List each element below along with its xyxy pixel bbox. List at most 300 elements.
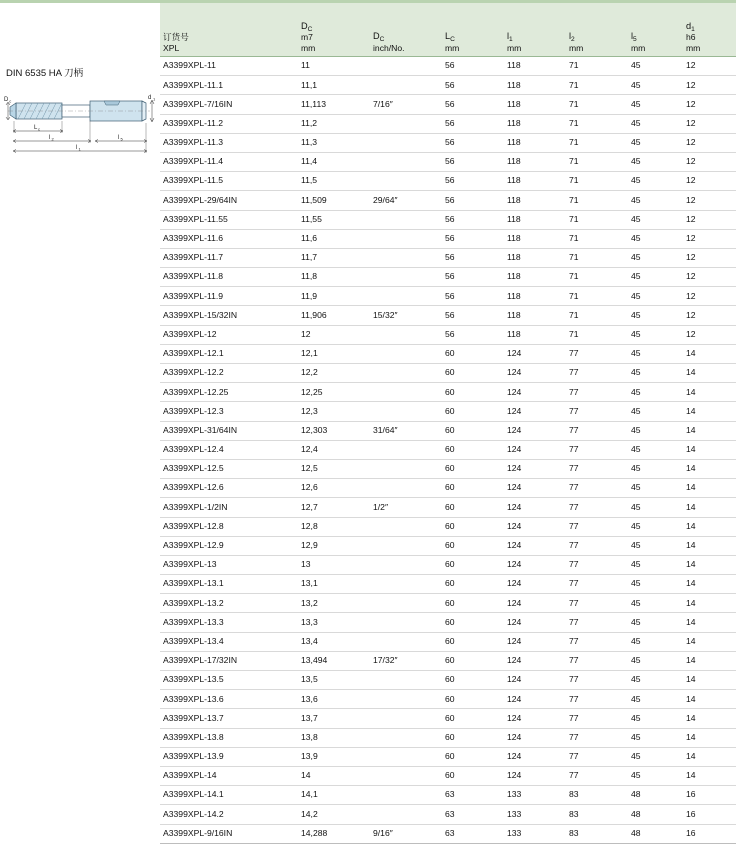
cell-dc-mm: 12,2: [298, 364, 370, 383]
svg-text:1: 1: [153, 96, 156, 102]
standard-label: DIN 6535 HA 刀柄: [6, 68, 84, 79]
table-header: [160, 2, 736, 57]
cell-dc-mm: 11: [298, 57, 370, 76]
cell-l2: 77: [566, 747, 628, 766]
dim-label-dc: D: [4, 97, 9, 103]
cell-dc-mm: 13,494: [298, 651, 370, 670]
cell-dc-inch: [370, 555, 442, 574]
svg-text:c: c: [38, 126, 40, 132]
cell-l5: 45: [628, 594, 683, 613]
cell-l2: 71: [566, 114, 628, 133]
header-l5-unit: mm: [631, 42, 646, 53]
table-body: [160, 57, 736, 844]
cell-l5: 45: [628, 766, 683, 785]
cell-dc-inch: [370, 459, 442, 478]
table-row[interactable]: [160, 632, 736, 651]
table-row[interactable]: [160, 651, 736, 670]
cell-l1: 118: [504, 172, 566, 191]
cell-l1: 124: [504, 594, 566, 613]
column-header-dc-mm: [298, 2, 370, 57]
svg-text:5: 5: [120, 136, 123, 142]
table-row[interactable]: [160, 114, 736, 133]
table-row[interactable]: [160, 459, 736, 478]
cell-l5: 45: [628, 152, 683, 171]
cell-l2: 77: [566, 613, 628, 632]
cell-dc-inch: [370, 709, 442, 728]
table-row[interactable]: [160, 690, 736, 709]
table-row[interactable]: [160, 402, 736, 421]
cell-dc-inch: 15/32″: [370, 306, 442, 325]
cell-l5: 45: [628, 575, 683, 594]
cell-l5: 45: [628, 95, 683, 114]
cell-lc: 60: [442, 421, 504, 440]
header-l5-symbol: $l_5$: [631, 31, 637, 44]
cell-l2: 71: [566, 287, 628, 306]
cell-l5: 45: [628, 632, 683, 651]
dim-label-l5: l: [118, 135, 120, 141]
cell-order-number: A3399XPL-12.6: [160, 479, 298, 498]
header-order-xpl: XPL: [163, 42, 180, 53]
cell-d1: 14: [683, 671, 736, 690]
table-row[interactable]: [160, 268, 736, 287]
dim-label-lc: L: [34, 125, 38, 131]
cell-d1: 12: [683, 325, 736, 344]
cell-l5: 45: [628, 133, 683, 152]
cell-order-number: A3399XPL-11: [160, 57, 298, 76]
cell-lc: 56: [442, 268, 504, 287]
cell-dc-mm: 11,1: [298, 76, 370, 95]
cell-d1: 14: [683, 690, 736, 709]
cell-dc-inch: [370, 594, 442, 613]
cell-dc-inch: [370, 344, 442, 363]
cell-l1: 124: [504, 383, 566, 402]
cell-order-number: A3399XPL-11.1: [160, 76, 298, 95]
table-row[interactable]: [160, 671, 736, 690]
table-row[interactable]: [160, 287, 736, 306]
cell-lc: 60: [442, 344, 504, 363]
header-lc-symbol: $L_C$: [445, 31, 455, 44]
table-row[interactable]: [160, 498, 736, 517]
table-row[interactable]: [160, 440, 736, 459]
cell-order-number: A3399XPL-17/32IN: [160, 651, 298, 670]
cell-dc-mm: 11,4: [298, 152, 370, 171]
cell-dc-inch: 31/64″: [370, 421, 442, 440]
cell-dc-mm: 13,1: [298, 575, 370, 594]
cell-l2: 71: [566, 172, 628, 191]
cell-l5: 45: [628, 671, 683, 690]
cell-dc-mm: 12,303: [298, 421, 370, 440]
cell-l2: 77: [566, 344, 628, 363]
column-header-l1: [504, 2, 566, 57]
cell-d1: 14: [683, 536, 736, 555]
cell-l5: 45: [628, 517, 683, 536]
cell-d1: 14: [683, 344, 736, 363]
cell-dc-inch: [370, 210, 442, 229]
cell-l1: 133: [504, 805, 566, 824]
cell-dc-inch: [370, 728, 442, 747]
cell-l5: 45: [628, 479, 683, 498]
table-row[interactable]: [160, 364, 736, 383]
cell-l1: 124: [504, 651, 566, 670]
cell-lc: 60: [442, 766, 504, 785]
cell-lc: 60: [442, 632, 504, 651]
cell-order-number: A3399XPL-13.8: [160, 728, 298, 747]
cell-l2: 71: [566, 76, 628, 95]
cell-order-number: A3399XPL-11.55: [160, 210, 298, 229]
cell-l2: 77: [566, 498, 628, 517]
cell-l2: 77: [566, 479, 628, 498]
cell-l1: 124: [504, 690, 566, 709]
cell-dc-mm: 13,3: [298, 613, 370, 632]
cell-l1: 124: [504, 440, 566, 459]
cell-lc: 56: [442, 325, 504, 344]
cell-dc-mm: 14,1: [298, 786, 370, 805]
cell-lc: 60: [442, 459, 504, 478]
cell-lc: 56: [442, 57, 504, 76]
cell-order-number: A3399XPL-13.1: [160, 575, 298, 594]
cell-order-number: A3399XPL-12.2: [160, 364, 298, 383]
cell-dc-inch: [370, 287, 442, 306]
cell-dc-mm: 12,1: [298, 344, 370, 363]
header-dc-inch-symbol: $D_C$: [373, 31, 385, 44]
cell-d1: 12: [683, 152, 736, 171]
cell-l1: 124: [504, 479, 566, 498]
cell-d1: 14: [683, 575, 736, 594]
drawing-panel: [0, 0, 160, 675]
cell-lc: 60: [442, 383, 504, 402]
cell-lc: 56: [442, 152, 504, 171]
cell-l2: 71: [566, 268, 628, 287]
cell-dc-mm: 11,6: [298, 229, 370, 248]
cell-l1: 118: [504, 114, 566, 133]
cell-d1: 12: [683, 57, 736, 76]
cell-l1: 124: [504, 671, 566, 690]
table-row[interactable]: [160, 555, 736, 574]
cell-dc-mm: 12,9: [298, 536, 370, 555]
cell-dc-inch: 1/2″: [370, 498, 442, 517]
table-row[interactable]: [160, 747, 736, 766]
table-row[interactable]: [160, 709, 736, 728]
cell-lc: 60: [442, 555, 504, 574]
cell-dc-inch: [370, 575, 442, 594]
cell-l5: 45: [628, 421, 683, 440]
table-row[interactable]: [160, 805, 736, 824]
cell-l5: 45: [628, 229, 683, 248]
cell-dc-mm: 13,8: [298, 728, 370, 747]
table-row[interactable]: [160, 133, 736, 152]
cell-d1: 14: [683, 613, 736, 632]
cell-dc-inch: [370, 805, 442, 824]
cell-l5: 45: [628, 114, 683, 133]
cell-l1: 118: [504, 133, 566, 152]
cell-order-number: A3399XPL-13: [160, 555, 298, 574]
cell-l1: 124: [504, 402, 566, 421]
table-row[interactable]: [160, 786, 736, 805]
cell-l1: 118: [504, 248, 566, 267]
cell-order-number: A3399XPL-13.4: [160, 632, 298, 651]
cell-dc-inch: 17/32″: [370, 651, 442, 670]
table-row[interactable]: [160, 383, 736, 402]
cell-lc: 60: [442, 498, 504, 517]
cell-dc-mm: 13: [298, 555, 370, 574]
cell-order-number: A3399XPL-11.7: [160, 248, 298, 267]
cell-d1: 14: [683, 766, 736, 785]
cell-order-number: A3399XPL-13.3: [160, 613, 298, 632]
cell-d1: 12: [683, 287, 736, 306]
header-l2-symbol: $l_2$: [569, 31, 575, 44]
cell-order-number: A3399XPL-29/64IN: [160, 191, 298, 210]
cell-dc-inch: 9/16″: [370, 824, 442, 843]
cell-l2: 71: [566, 306, 628, 325]
cell-l1: 124: [504, 766, 566, 785]
cell-order-number: A3399XPL-11.3: [160, 133, 298, 152]
table-row[interactable]: [160, 517, 736, 536]
svg-text:1: 1: [78, 146, 81, 152]
cell-dc-mm: 12: [298, 325, 370, 344]
cell-dc-inch: [370, 786, 442, 805]
cell-order-number: A3399XPL-13.2: [160, 594, 298, 613]
table-row[interactable]: [160, 191, 736, 210]
cell-l5: 45: [628, 172, 683, 191]
table-row[interactable]: [160, 152, 736, 171]
cell-l2: 77: [566, 555, 628, 574]
cell-l2: 71: [566, 191, 628, 210]
header-d1-unit: mm: [686, 42, 701, 53]
cell-l5: 45: [628, 402, 683, 421]
cell-dc-inch: [370, 440, 442, 459]
cell-l1: 124: [504, 364, 566, 383]
cell-l5: 45: [628, 268, 683, 287]
table-row[interactable]: [160, 728, 736, 747]
cell-l2: 83: [566, 805, 628, 824]
cell-l1: 118: [504, 57, 566, 76]
cell-order-number: A3399XPL-14.1: [160, 786, 298, 805]
cell-d1: 14: [683, 440, 736, 459]
table-row[interactable]: [160, 536, 736, 555]
cell-order-number: A3399XPL-12.1: [160, 344, 298, 363]
cell-l5: 45: [628, 613, 683, 632]
cell-lc: 56: [442, 95, 504, 114]
cell-dc-mm: 13,9: [298, 747, 370, 766]
cell-l5: 45: [628, 747, 683, 766]
cell-d1: 16: [683, 824, 736, 843]
cell-dc-inch: [370, 268, 442, 287]
cell-l2: 77: [566, 459, 628, 478]
table-row[interactable]: [160, 210, 736, 229]
cell-lc: 63: [442, 786, 504, 805]
cell-dc-mm: 11,906: [298, 306, 370, 325]
cell-d1: 12: [683, 114, 736, 133]
cell-dc-inch: [370, 479, 442, 498]
cell-l1: 118: [504, 210, 566, 229]
cell-l5: 45: [628, 728, 683, 747]
cell-lc: 56: [442, 114, 504, 133]
cell-l5: 45: [628, 459, 683, 478]
cell-dc-inch: [370, 383, 442, 402]
column-header-lc: [442, 2, 504, 57]
cell-l2: 77: [566, 594, 628, 613]
cell-d1: 12: [683, 268, 736, 287]
cell-l5: 48: [628, 824, 683, 843]
cell-d1: 14: [683, 555, 736, 574]
cell-l1: 133: [504, 824, 566, 843]
cell-order-number: A3399XPL-13.6: [160, 690, 298, 709]
cell-l2: 71: [566, 325, 628, 344]
cell-order-number: A3399XPL-11.4: [160, 152, 298, 171]
table-row[interactable]: [160, 306, 736, 325]
cell-l2: 77: [566, 575, 628, 594]
cell-dc-inch: [370, 114, 442, 133]
cell-dc-inch: [370, 766, 442, 785]
column-header-l5: [628, 2, 683, 57]
cell-d1: 14: [683, 651, 736, 670]
cell-lc: 56: [442, 229, 504, 248]
specification-table-wrapper: [160, 0, 736, 838]
cell-l5: 45: [628, 709, 683, 728]
cell-dc-mm: 14: [298, 766, 370, 785]
table-row[interactable]: [160, 594, 736, 613]
table-row[interactable]: [160, 57, 736, 76]
cell-d1: 12: [683, 172, 736, 191]
cell-l1: 118: [504, 76, 566, 95]
cell-l5: 45: [628, 651, 683, 670]
cell-lc: 60: [442, 402, 504, 421]
cell-l2: 77: [566, 728, 628, 747]
cell-lc: 56: [442, 76, 504, 95]
cell-order-number: A3399XPL-11.2: [160, 114, 298, 133]
table-row[interactable]: [160, 344, 736, 363]
cell-dc-inch: [370, 152, 442, 171]
cell-l1: 118: [504, 287, 566, 306]
column-header-l2: [566, 2, 628, 57]
cell-lc: 56: [442, 248, 504, 267]
cell-l2: 71: [566, 133, 628, 152]
cell-d1: 14: [683, 594, 736, 613]
cell-d1: 14: [683, 421, 736, 440]
cell-order-number: A3399XPL-11.6: [160, 229, 298, 248]
cell-d1: 12: [683, 191, 736, 210]
cell-lc: 60: [442, 536, 504, 555]
cell-dc-inch: [370, 747, 442, 766]
table-row[interactable]: [160, 76, 736, 95]
cell-d1: 14: [683, 709, 736, 728]
cell-lc: 60: [442, 517, 504, 536]
header-d1-symbol: $d_1$: [686, 20, 695, 33]
cell-l1: 124: [504, 344, 566, 363]
table-row[interactable]: [160, 824, 736, 843]
cell-dc-mm: 11,8: [298, 268, 370, 287]
cell-d1: 16: [683, 805, 736, 824]
cell-l2: 71: [566, 152, 628, 171]
table-row[interactable]: [160, 229, 736, 248]
cell-l2: 77: [566, 364, 628, 383]
cell-l2: 77: [566, 671, 628, 690]
cell-lc: 60: [442, 479, 504, 498]
cell-l2: 71: [566, 95, 628, 114]
cell-d1: 12: [683, 210, 736, 229]
cell-l2: 77: [566, 651, 628, 670]
table-row[interactable]: [160, 325, 736, 344]
column-header-order-number: [160, 2, 298, 57]
cell-order-number: A3399XPL-12.9: [160, 536, 298, 555]
cell-dc-mm: 11,9: [298, 287, 370, 306]
cell-order-number: A3399XPL-12: [160, 325, 298, 344]
cell-d1: 14: [683, 517, 736, 536]
cell-l2: 71: [566, 210, 628, 229]
cell-order-number: A3399XPL-13.7: [160, 709, 298, 728]
cell-l2: 77: [566, 421, 628, 440]
cell-lc: 60: [442, 671, 504, 690]
cell-l2: 77: [566, 690, 628, 709]
cell-dc-mm: 12,7: [298, 498, 370, 517]
svg-text:2: 2: [51, 136, 54, 142]
table-row[interactable]: [160, 575, 736, 594]
cell-l5: 45: [628, 364, 683, 383]
cell-dc-inch: [370, 632, 442, 651]
cell-lc: 60: [442, 709, 504, 728]
cell-lc: 56: [442, 287, 504, 306]
cell-dc-mm: 11,509: [298, 191, 370, 210]
cell-order-number: A3399XPL-12.4: [160, 440, 298, 459]
cell-dc-mm: 12,6: [298, 479, 370, 498]
cell-d1: 14: [683, 728, 736, 747]
tool-technical-drawing: [4, 83, 156, 173]
header-l1-unit: mm: [507, 42, 522, 53]
cell-l1: 124: [504, 613, 566, 632]
cell-l2: 77: [566, 383, 628, 402]
table-row[interactable]: [160, 613, 736, 632]
cell-order-number: A3399XPL-13.5: [160, 671, 298, 690]
cell-dc-mm: 13,7: [298, 709, 370, 728]
cell-l1: 133: [504, 786, 566, 805]
cell-dc-mm: 11,2: [298, 114, 370, 133]
cell-l5: 48: [628, 805, 683, 824]
cell-l2: 83: [566, 786, 628, 805]
header-order-cn: 订货号: [163, 32, 189, 43]
cell-l2: 77: [566, 517, 628, 536]
cell-dc-mm: 12,25: [298, 383, 370, 402]
cell-l2: 83: [566, 824, 628, 843]
cell-dc-inch: [370, 613, 442, 632]
table-row[interactable]: [160, 248, 736, 267]
column-header-d1: [683, 2, 736, 57]
cell-order-number: A3399XPL-7/16IN: [160, 95, 298, 114]
cell-dc-inch: [370, 57, 442, 76]
cell-l2: 77: [566, 536, 628, 555]
cell-l1: 124: [504, 632, 566, 651]
cell-lc: 56: [442, 172, 504, 191]
table-row[interactable]: [160, 766, 736, 785]
cell-d1: 14: [683, 459, 736, 478]
table-row[interactable]: [160, 95, 736, 114]
cell-lc: 60: [442, 690, 504, 709]
table-row[interactable]: [160, 479, 736, 498]
cell-l1: 124: [504, 575, 566, 594]
cell-l5: 45: [628, 210, 683, 229]
cell-dc-mm: 14,2: [298, 805, 370, 824]
cell-dc-inch: [370, 690, 442, 709]
cell-lc: 56: [442, 306, 504, 325]
cell-lc: 63: [442, 805, 504, 824]
cell-d1: 14: [683, 747, 736, 766]
cell-dc-inch: 29/64″: [370, 191, 442, 210]
cell-l5: 45: [628, 344, 683, 363]
table-row[interactable]: [160, 421, 736, 440]
cell-order-number: A3399XPL-9/16IN: [160, 824, 298, 843]
table-row[interactable]: [160, 172, 736, 191]
cell-l5: 45: [628, 383, 683, 402]
specification-table: [160, 0, 736, 844]
